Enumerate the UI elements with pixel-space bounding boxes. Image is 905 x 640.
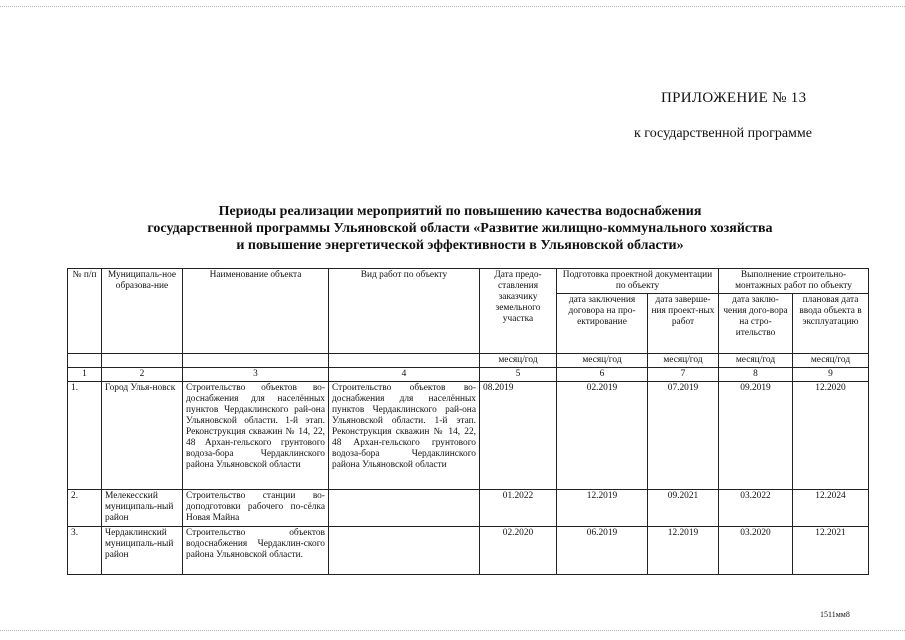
row-num: 3. bbox=[68, 527, 102, 575]
schedule-table bbox=[67, 268, 869, 575]
unit-row bbox=[68, 354, 869, 368]
row-work-type bbox=[329, 527, 480, 575]
document-code: 1511мм8 bbox=[820, 610, 850, 619]
row-build-commission: 12.2021 bbox=[793, 527, 869, 575]
table-row bbox=[68, 382, 869, 490]
header-design-group: Подготовка проектной документации по объекту bbox=[557, 269, 719, 294]
row-design-contract: 02.2019 bbox=[557, 382, 648, 490]
header-build-commission: плановая дата ввода объекта в эксплуатацию bbox=[793, 294, 869, 354]
table-row bbox=[68, 527, 869, 575]
header-design-done: дата заверше-ния проект-ных работ bbox=[648, 294, 719, 354]
column-number: 3 bbox=[183, 368, 329, 382]
title-line-2: государственной программы Ульяновской области «Развитие жилищно-коммунального хозяйства bbox=[147, 221, 773, 236]
row-build-commission: 12.2024 bbox=[793, 490, 869, 527]
row-municipality: Мелекесский муниципаль-ный район bbox=[102, 490, 183, 527]
row-num: 1. bbox=[68, 382, 102, 490]
header-build-contract: дата заклю-чения дого-вора на стро-ительство bbox=[719, 294, 793, 354]
row-design-done: 09.2021 bbox=[648, 490, 719, 527]
row-design-contract: 06.2019 bbox=[557, 527, 648, 575]
row-land-date: 01.2022 bbox=[480, 490, 557, 527]
header-build-group: Выполнение строительно-монтажных работ по объекту bbox=[719, 269, 869, 294]
header-work-type: Вид работ по объекту bbox=[329, 269, 480, 354]
row-land-date: 02.2020 bbox=[480, 527, 557, 575]
scan-edge-bottom bbox=[0, 630, 905, 632]
header-object-name: Наименование объекта bbox=[183, 269, 329, 354]
row-municipality: Чердаклинский муниципаль-ный район bbox=[102, 527, 183, 575]
table-row bbox=[68, 490, 869, 527]
row-work-type: Строительство объектов во-доснабжения для населённых пунктов Чердаклинского рай-она Ульяновской области. 1-й этап. Реконструкция скважин № 14, 22, 48 Архан-гельского грунтового водоза-бора Чердаклинского района Ульяновской области bbox=[329, 382, 480, 490]
title-line-1: Периоды реализации мероприятий по повышению качества водоснабжения bbox=[218, 204, 702, 219]
column-number: 5 bbox=[480, 368, 557, 382]
row-build-contract: 03.2020 bbox=[719, 527, 793, 575]
unit-cell: месяц/год bbox=[648, 354, 719, 368]
row-design-done: 07.2019 bbox=[648, 382, 719, 490]
column-number: 9 bbox=[793, 368, 869, 382]
row-municipality: Город Улья-новск bbox=[102, 382, 183, 490]
row-build-contract: 09.2019 bbox=[719, 382, 793, 490]
appendix-subtitle: к государственной программе bbox=[634, 126, 812, 141]
row-object-name: Строительство объектов водоснабжения Чердаклин-ского района Ульяновской области. bbox=[183, 527, 329, 575]
row-work-type bbox=[329, 490, 480, 527]
column-number: 4 bbox=[329, 368, 480, 382]
appendix-label: ПРИЛОЖЕНИЕ № 13 bbox=[661, 90, 807, 106]
column-number: 6 bbox=[557, 368, 648, 382]
row-design-contract: 12.2019 bbox=[557, 490, 648, 527]
unit-cell: месяц/год bbox=[793, 354, 869, 368]
column-number: 8 bbox=[719, 368, 793, 382]
column-number-row bbox=[68, 368, 869, 382]
unit-cell: месяц/год bbox=[719, 354, 793, 368]
column-number: 7 bbox=[648, 368, 719, 382]
row-num: 2. bbox=[68, 490, 102, 527]
unit-cell: месяц/год bbox=[480, 354, 557, 368]
title-line-3: и повышение энергетической эффективности в Ульяновской области» bbox=[236, 238, 684, 253]
header-design-contract: дата заключения договора на про-ектирование bbox=[557, 294, 648, 354]
row-object-name: Строительство станции во-доподготовки рабочего по-сёлка Новая Майна bbox=[183, 490, 329, 527]
row-design-done: 12.2019 bbox=[648, 527, 719, 575]
unit-cell: месяц/год bbox=[557, 354, 648, 368]
header-row-1 bbox=[68, 269, 869, 294]
row-land-date: 08.2019 bbox=[480, 382, 557, 490]
column-number: 1 bbox=[68, 368, 102, 382]
row-build-commission: 12.2020 bbox=[793, 382, 869, 490]
document-title bbox=[110, 203, 810, 254]
row-build-contract: 03.2022 bbox=[719, 490, 793, 527]
header-land-date: Дата предо-ставления заказчику земельного участка bbox=[480, 269, 557, 354]
header-num: № п/п bbox=[68, 269, 102, 354]
header-municipality: Муниципаль-ное образова-ние bbox=[102, 269, 183, 354]
scan-edge-top bbox=[0, 6, 905, 8]
column-number: 2 bbox=[102, 368, 183, 382]
row-object-name: Строительство объектов во-доснабжения для населённых пунктов Чердаклинского рай-она Ульяновской области. 1-й этап. Реконструкция скважин № 14, 22, 48 Архан-гельского грунтового водоза-бора Чердаклинского района Ульяновской области bbox=[183, 382, 329, 490]
